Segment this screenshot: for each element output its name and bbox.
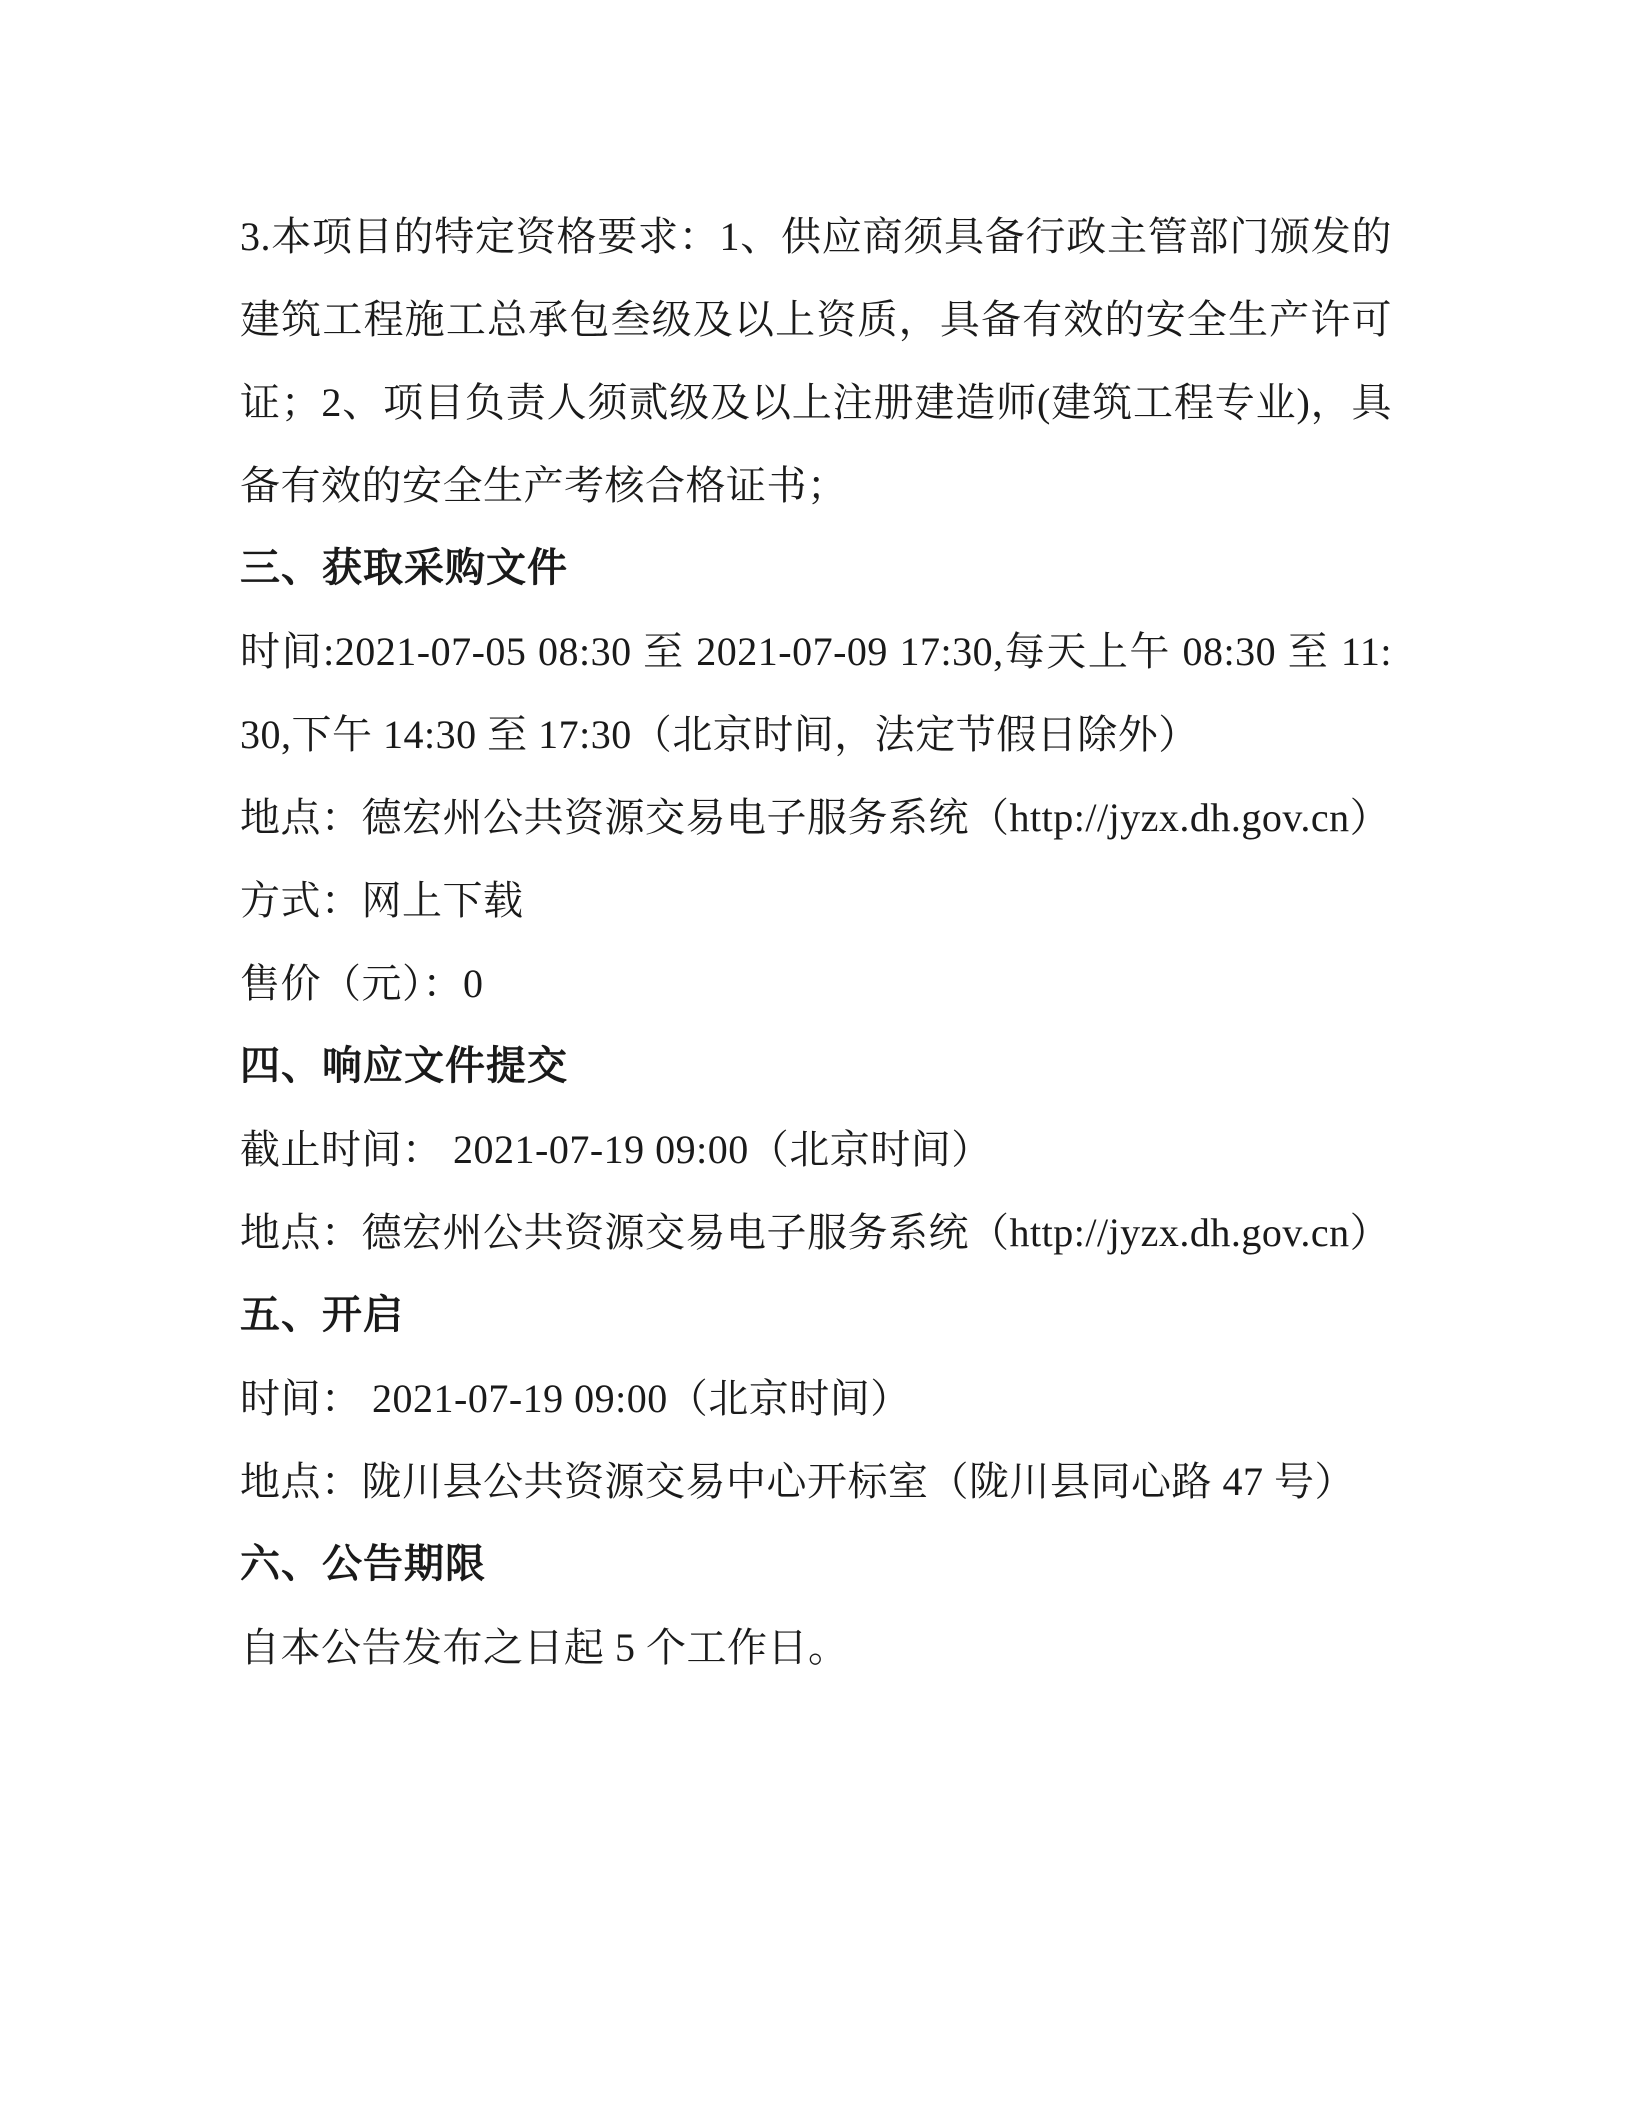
document-body <box>240 195 1392 1689</box>
paragraph-obtain-time: 时间:2021-07-05 08:30 至 2021-07-09 17:30,每天上午 08:30 至 11:30,下午 14:30 至 17:30（北京时间，法定节假日除外） <box>240 629 1392 757</box>
heading-section-three-obtain-procurement-documents: 三、获取采购文件 <box>240 546 568 590</box>
paragraph-obtain-location: 地点：德宏州公共资源交易电子服务系统（http://jyzx.dh.gov.cn） <box>240 795 1391 840</box>
paragraph-announcement-period: 自本公告发布之日起 5 个工作日。 <box>240 1625 849 1670</box>
heading-section-four-response-document-submission: 四、响应文件提交 <box>240 1044 568 1088</box>
paragraph-obtain-method: 方式：网上下载 <box>240 878 524 923</box>
paragraph-opening-time: 时间： 2021-07-19 09:00（北京时间） <box>240 1376 911 1421</box>
paragraph-submission-location: 地点：德宏州公共资源交易电子服务系统（http://jyzx.dh.gov.cn） <box>240 1210 1391 1255</box>
heading-section-five-opening: 五、开启 <box>240 1293 404 1337</box>
paragraph-qualification-requirements: 3.本项目的特定资格要求：1、供应商须具备行政主管部门颁发的建筑工程施工总承包叁级及以上资质，具备有效的安全生产许可证；2、项目负责人须贰级及以上注册建造师(建筑工程专业)，具备有效的安全生产考核合格证书； <box>240 214 1392 508</box>
heading-section-six-announcement-period: 六、公告期限 <box>240 1542 486 1586</box>
paragraph-opening-location: 地点：陇川县公共资源交易中心开标室（陇川县同心路 47 号） <box>240 1459 1355 1504</box>
paragraph-document-price: 售价（元）：0 <box>240 961 484 1006</box>
paragraph-submission-deadline: 截止时间： 2021-07-19 09:00（北京时间） <box>240 1127 992 1172</box>
